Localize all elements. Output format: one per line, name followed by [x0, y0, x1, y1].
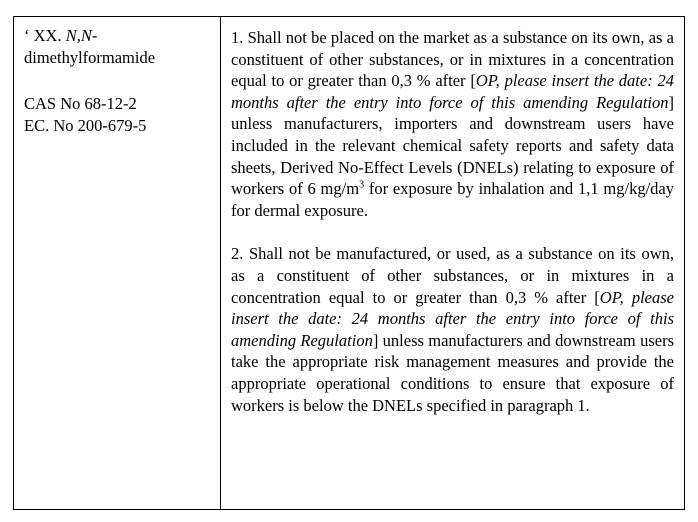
- ec-number: EC. No 200-679-5: [24, 116, 147, 135]
- restriction-table: [13, 16, 685, 510]
- cas-number: CAS No 68-12-2: [24, 94, 137, 113]
- conditions-cell: [221, 17, 684, 509]
- substance-name-italic: N,N-: [65, 26, 98, 45]
- entry-number: ‘ XX. N,N-: [24, 26, 98, 45]
- condition-paragraph-2: 2. Shall not be manufactured, or used, as a substance on its own, as a constituent of other substances, or in mixtures in a concentration equal to or greater than 0,3 % after [OP, please insert the date: 24 months after the entry into force of this amending Regulation] unless manufacturers and downstream users take the appropriate risk management measures and provide the appropriate operational conditions to ensure that exposure of workers is below the DNELs specified in paragraph 1.: [231, 244, 675, 415]
- condition-paragraph-1: 1. Shall not be placed on the market as a substance on its own, as a constituent of other substances, or in mixtures in a concentration equal to or greater than 0,3 % after [OP, please insert the date: 24 months after the entry into force of this amending Regulation] unless manufacturers, importers and downstream users have included in the relevant chemical safety reports and safety data sheets, Derived No-Effect Levels (DNELs) relating to exposure of workers of 6 $mg/m^3$ for exposure by inhalation and 1,1 mg/kg/day for dermal exposure.: [231, 28, 674, 220]
- substance-name: dimethylformamide: [24, 48, 156, 67]
- substance-cell: [14, 17, 221, 509]
